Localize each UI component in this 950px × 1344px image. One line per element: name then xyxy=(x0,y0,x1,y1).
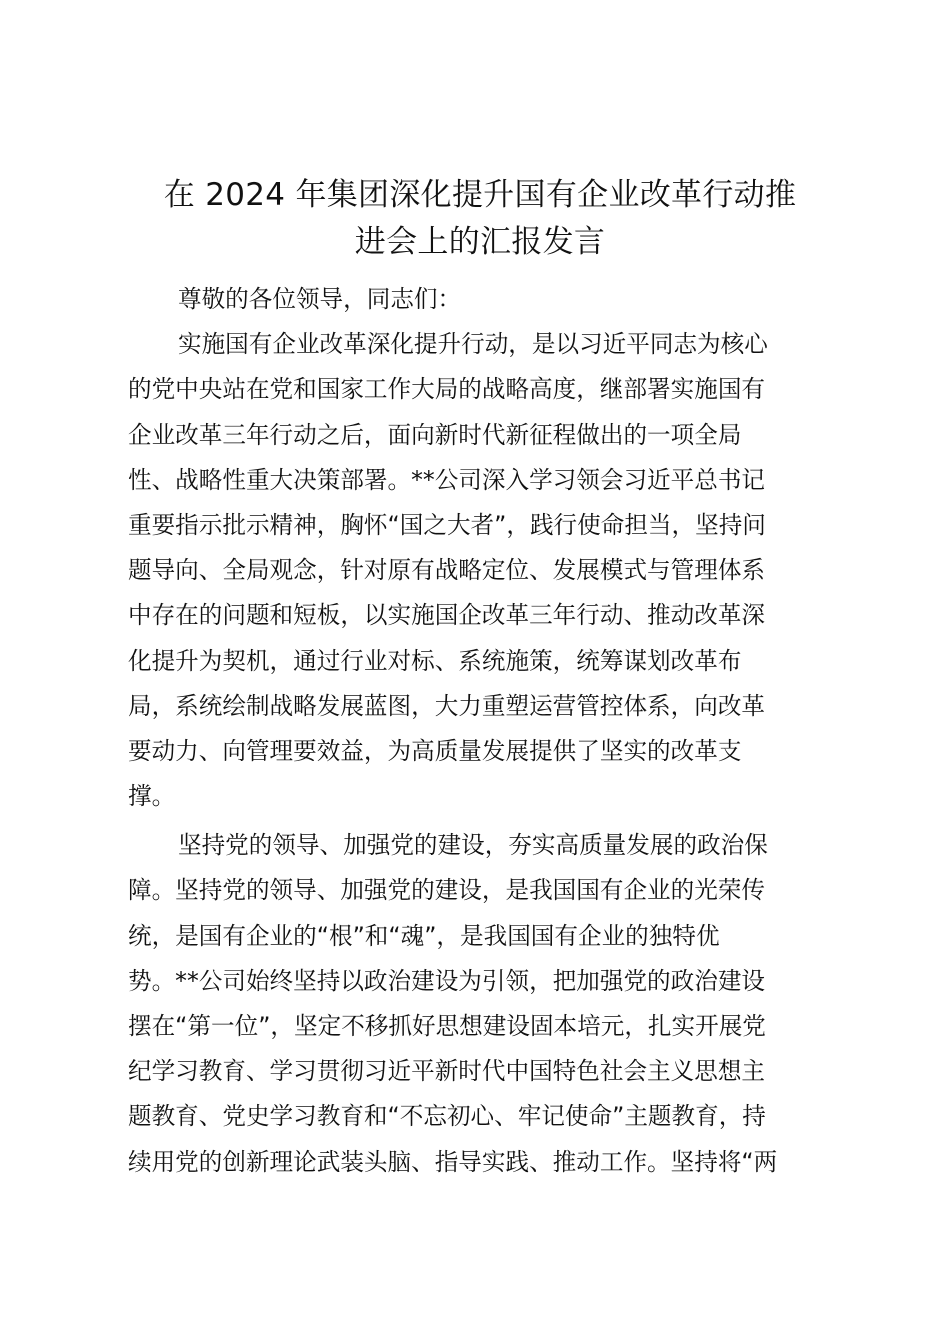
paragraph-line: 局，系统绘制战略发展蓝图，大力重塑运营管控体系，向改革 xyxy=(128,691,766,720)
paragraph-1 xyxy=(128,322,828,819)
paragraph-line: 坚持党的领导、加强党的建设，夯实高质量发展的政治保 xyxy=(178,831,768,860)
paragraph-line: 续用党的创新理论武装头脑、指导实践、推动工作。坚持将“两 xyxy=(128,1147,778,1176)
paragraph-line: 性、战略性重大决策部署。**公司深入学习领会习近平总书记 xyxy=(128,465,766,494)
paragraph-line: 的党中央站在党和国家工作大局的战略高度，继部署实施国有 xyxy=(128,375,766,404)
document-title xyxy=(100,172,860,266)
paragraph-line: 统，是国有企业的“根”和“魂”，是我国国有企业的独特优 xyxy=(128,921,720,950)
paragraph-line: 实施国有企业改革深化提升行动，是以习近平同志为核心 xyxy=(178,330,768,359)
paragraph-line: 势。**公司始终坚持以政治建设为引领，把加强党的政治建设 xyxy=(128,966,766,995)
paragraph-2 xyxy=(128,823,828,1185)
paragraph-line: 题导向、全局观念，针对原有战略定位、发展模式与管理体系 xyxy=(128,556,766,585)
paragraph-line: 题教育、党史学习教育和“不忘初心、牢记使命”主题教育，持 xyxy=(128,1102,766,1131)
title-line-1: 在 2024 年集团深化提升国有企业改革行动推 xyxy=(163,177,797,213)
paragraph-line: 重要指示批示精神，胸怀“国之大者”，践行使命担当，坚持问 xyxy=(128,510,766,539)
paragraph-line: 企业改革三年行动之后，面向新时代新征程做出的一项全局 xyxy=(128,420,742,449)
paragraph-line: 障。坚持党的领导、加强党的建设，是我国国有企业的光荣传 xyxy=(128,876,766,905)
paragraph-line: 撑。 xyxy=(128,782,176,811)
paragraph-line: 纪学习教育、学习贯彻习近平新时代中国特色社会主义思想主 xyxy=(128,1057,766,1086)
document-body xyxy=(128,277,828,1185)
salutation: 尊敬的各位领导，同志们： xyxy=(178,285,462,313)
paragraph-line: 摆在“第一位”，坚定不移抓好思想建设固本培元，扎实开展党 xyxy=(128,1012,766,1040)
paragraph-line: 化提升为契机，通过行业对标、系统施策，统筹谋划改革布 xyxy=(128,646,742,675)
paragraph-line: 要动力、向管理要效益，为高质量发展提供了坚实的改革支 xyxy=(128,736,742,765)
title-line-2: 进会上的汇报发言 xyxy=(354,224,606,260)
paragraph-line: 中存在的问题和短板，以实施国企改革三年行动、推动改革深 xyxy=(128,601,766,630)
